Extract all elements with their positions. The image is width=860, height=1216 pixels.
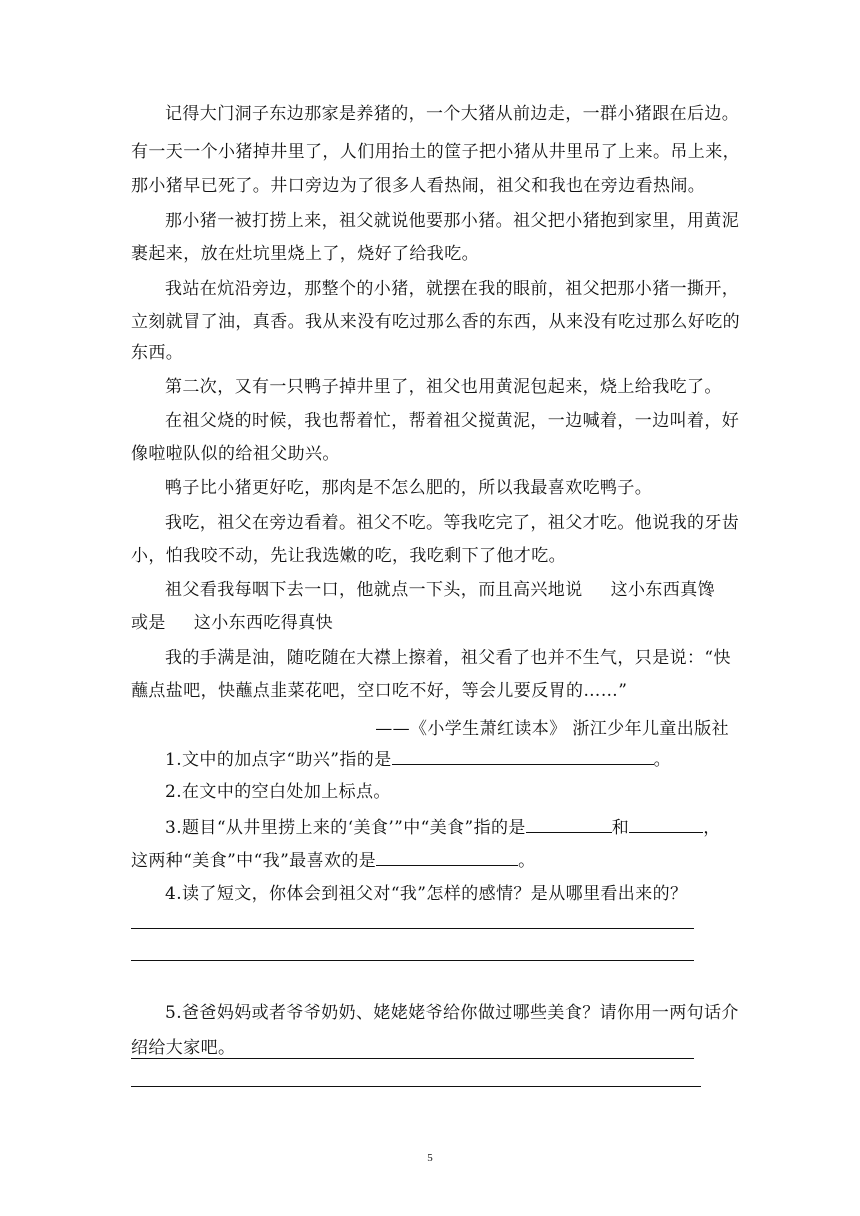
answer-line[interactable]	[131, 928, 694, 929]
passage-line: 第二次，又有一只鸭子掉井里了，祖父也用黄泥包起来，烧上给我吃了。	[165, 377, 722, 397]
passage-line: 在祖父烧的时候，我也帮着忙，帮着祖父搅黄泥，一边喊着，一边叫着，好	[165, 411, 740, 431]
question-1	[165, 748, 671, 770]
answer-blank[interactable]	[392, 748, 654, 765]
answer-blank[interactable]	[526, 816, 612, 833]
passage-line: 我的手满是油，随吃随在大襟上擦着，祖父看了也并不生气，只是说：“快	[165, 648, 731, 668]
passage-line: 我吃，祖父在旁边看着。祖父不吃。等我吃完了，祖父才吃。他说我的牙齿	[165, 513, 740, 533]
passage-line: 蘸点盐吧，快蘸点韭菜花吧，空口吃不好，等会儿要反胃的……”	[131, 681, 628, 701]
answer-blank[interactable]	[376, 849, 518, 866]
passage-line	[165, 580, 715, 600]
passage-line: 东西。	[131, 343, 184, 363]
passage-line	[131, 613, 333, 633]
question-text: 。	[518, 851, 536, 871]
passage-line: 那小猪一被打捞上来，祖父就说他要那小猪。祖父把小猪抱到家里，用黄泥	[165, 211, 740, 231]
question-text: 这两种“美食”中“我”最喜欢的是	[131, 851, 377, 871]
passage-text: 这小东西真馋	[610, 580, 716, 600]
question-text: ，	[703, 818, 721, 838]
passage-line: 有一天一个小猪掉井里了，人们用抬土的筐子把小猪从井里吊了上来。吊上来，	[131, 142, 740, 162]
passage-line: 那小猪早已死了。井口旁边为了很多人看热闹，祖父和我也在旁边看热闹。	[131, 176, 706, 196]
passage-source: ——《小学生萧红读本》 浙江少年儿童出版社	[375, 719, 729, 739]
passage-line: 小，怕我咬不动，先让我选嫩的吃，我吃剩下了他才吃。	[131, 546, 566, 566]
page-number: 5	[427, 1152, 433, 1164]
passage-line: 记得大门洞子东边那家是养猪的，一个大猪从前边走，一群小猪跟在后边。	[165, 104, 740, 124]
passage-line: 像啦啦队似的给祖父助兴。	[131, 444, 340, 464]
question-3	[165, 816, 721, 838]
passage-text: 或是	[131, 613, 166, 633]
question-5-line-2-text: 绍给大家吧。	[131, 1038, 236, 1058]
answer-line[interactable]	[131, 960, 694, 961]
question-text: 。	[653, 750, 672, 770]
passage-line: 立刻就冒了油，真香。我从来没有吃过那么香的东西，从来没有吃过那么好吃的	[131, 312, 740, 332]
question-5: 5.爸爸妈妈或者爷爷奶奶、姥姥姥爷给你做过哪些美食？请你用一两句话介	[165, 1003, 739, 1023]
answer-blank[interactable]	[629, 816, 703, 833]
question-text: 和	[611, 818, 630, 838]
passage-text: 这小东西吃得真快	[193, 613, 334, 633]
passage-line: 鸭子比小猪更好吃，那肉是不怎么肥的，所以我最喜欢吃鸭子。	[165, 478, 653, 498]
passage-text: 祖父看我每咽下去一口，他就点一下头，而且高兴地说	[165, 580, 583, 600]
passage-line: 裹起来，放在灶坑里烧上了，烧好了给我吃。	[131, 244, 479, 264]
question-4: 4.读了短文，你体会到祖父对“我”怎样的感情？是从哪里看出来的？	[165, 884, 688, 904]
answer-line[interactable]	[131, 1058, 694, 1059]
passage-line: 我站在炕沿旁边，那整个的小猪，就摆在我的眼前，祖父把那小猪一撕开，	[165, 279, 740, 299]
question-3-line-2	[131, 849, 536, 871]
question-text: 1.文中的加点字“助兴”指的是	[165, 750, 392, 770]
answer-line[interactable]	[131, 1086, 701, 1087]
question-text: 3.题目“从井里捞上来的‘美食’”中“美食”指的是	[165, 818, 526, 838]
question-2: 2.在文中的空白处加上标点。	[165, 782, 391, 802]
